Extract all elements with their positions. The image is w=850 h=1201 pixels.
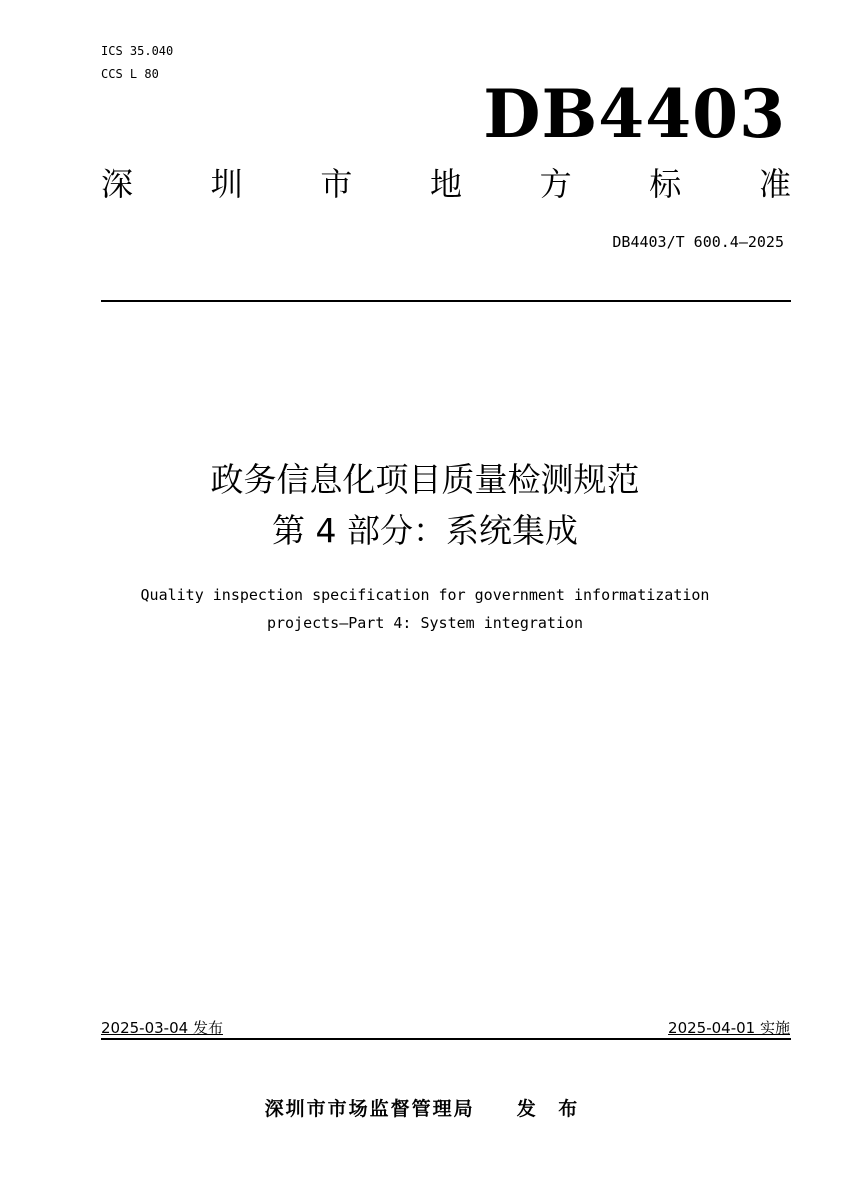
footer-divider — [101, 1038, 791, 1040]
standard-type-char: 准 — [758, 165, 791, 203]
db-code-mark: DB4403 — [483, 75, 786, 153]
standard-type-char: 圳 — [210, 165, 243, 203]
publish-label: 发 布 — [516, 1098, 586, 1120]
english-title-line-1: Quality inspection specification for government informatization — [140, 586, 710, 604]
publisher-line — [0, 1096, 850, 1122]
issue-date: 2025-03-04 发布 — [101, 1019, 223, 1037]
chinese-title-line-2: 第 4 部分：系统集成 — [272, 511, 578, 550]
standard-number: DB4403/T 600.4—2025 — [612, 233, 784, 251]
standard-type-heading — [101, 164, 791, 204]
header-divider — [101, 300, 791, 302]
english-title-line-2: projects—Part 4: System integration — [266, 614, 584, 632]
chinese-title-line-1: 政务信息化项目质量检测规范 — [210, 460, 640, 499]
ccs-code: CCS L 80 — [101, 67, 159, 81]
implementation-date: 2025-04-01 实施 — [668, 1019, 790, 1037]
standard-type-char: 地 — [429, 165, 462, 203]
publisher-name: 深圳市市场监督管理局 — [264, 1098, 475, 1120]
standard-type-char: 深 — [101, 165, 134, 203]
standard-type-char: 方 — [539, 165, 572, 203]
standard-type-char: 标 — [649, 165, 682, 203]
standard-type-char: 市 — [320, 165, 353, 203]
ics-code: ICS 35.040 — [101, 44, 174, 58]
